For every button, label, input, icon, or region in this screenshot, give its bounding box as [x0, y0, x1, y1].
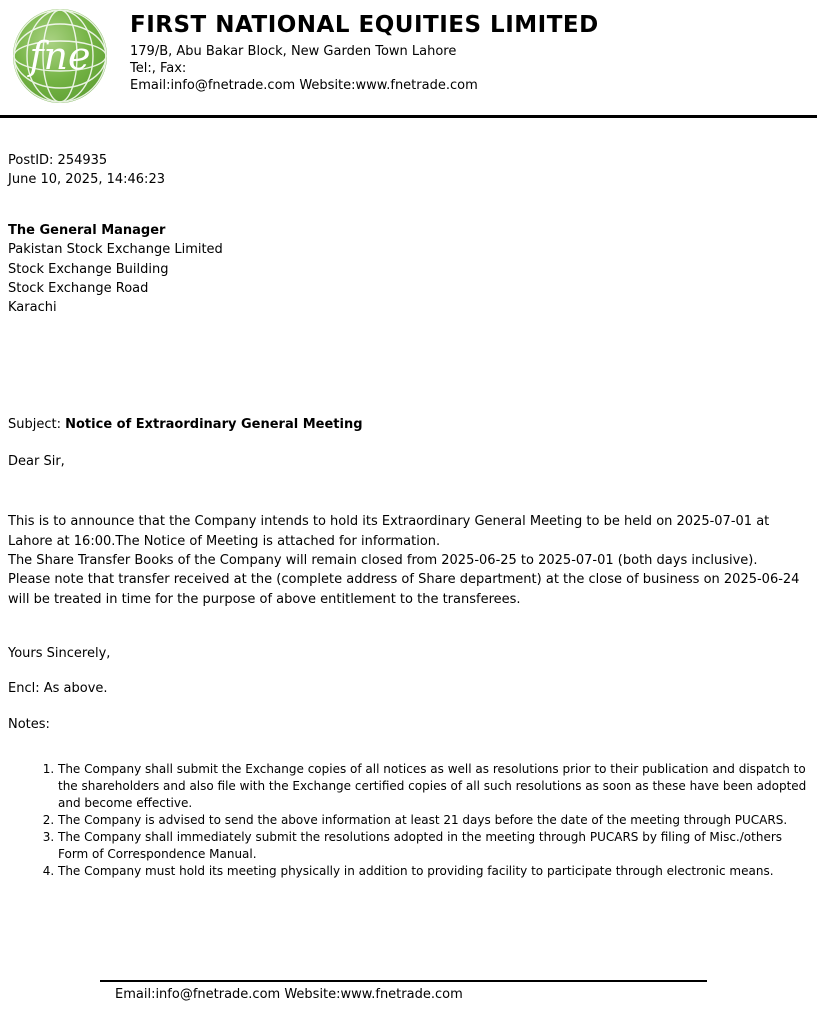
- recipient-title: The General Manager: [8, 223, 166, 238]
- enclosure: Encl: As above.: [8, 680, 108, 696]
- recipient-line: Stock Exchange Building: [8, 261, 169, 277]
- salutation: Dear Sir,: [8, 454, 65, 470]
- company-telfax: Tel:, Fax:: [130, 61, 187, 76]
- letterhead: [0, 0, 817, 115]
- logo-text: fne: [29, 34, 91, 78]
- paragraph: This is to announce that the Company intends to hold its Extraordinary General Meeting to be held on 2025-07-01 at Lahore at 16:00.The Notice of Meeting is attached for information.: [8, 514, 770, 549]
- globe-icon: [10, 8, 110, 105]
- paragraph: Please note that transfer received at the (complete address of Share department) at the close of business on 2025-06-24 will be treated in time for the purpose of above entitlement to the transferees.: [8, 572, 800, 607]
- note-item: 2. The Company is advised to send the above information at least 21 days before the date of the meeting through PUCARS.: [58, 812, 809, 829]
- company-contact: Email:info@fnetrade.com Website:www.fnetrade.com: [130, 78, 478, 93]
- post-id: PostID: 254935: [8, 153, 108, 168]
- note-item: 4. The Company must hold its meeting physically in addition to providing facility to participate through electronic means.: [58, 863, 809, 880]
- closing: Yours Sincerely,: [8, 645, 111, 661]
- recipient-line: Stock Exchange Road: [8, 280, 149, 296]
- body-paragraphs: [8, 512, 809, 608]
- recipient-block: [8, 221, 809, 317]
- note-item: 1. The Company shall submit the Exchange copies of all notices as well as resolutions prior to their publication and dispatch to the shareholders and also file with the Exchange certified copies of all such resolutions as soon as these have been adopted and become effective.: [58, 761, 809, 812]
- subject-label: Subject:: [8, 417, 61, 433]
- meta-block: [8, 151, 809, 189]
- subject-line: [8, 415, 809, 434]
- date-time: June 10, 2025, 14:46:23: [8, 172, 165, 187]
- note-item: 3. The Company shall immediately submit the resolutions adopted in the meeting through PUCARS by filing of Misc./others Form of Correspondence Manual.: [58, 829, 809, 863]
- recipient-line: Pakistan Stock Exchange Limited: [8, 242, 223, 258]
- header-divider: [0, 115, 817, 118]
- recipient-line: Karachi: [8, 300, 57, 316]
- letter-content: [0, 151, 817, 880]
- notes-list: [8, 761, 809, 880]
- footer: [0, 980, 817, 1002]
- company-address: 179/B, Abu Bakar Block, New Garden Town Lahore: [130, 44, 457, 59]
- subject-text: Notice of Extraordinary General Meeting: [65, 417, 363, 433]
- footer-divider: [100, 980, 707, 982]
- company-logo: [10, 8, 110, 105]
- paragraph: The Share Transfer Books of the Company will remain closed from 2025-06-25 to 2025-07-01 (both days inclusive).: [8, 553, 758, 569]
- letterhead-text: [130, 8, 599, 94]
- notes-label: Notes:: [8, 716, 50, 732]
- company-name: FIRST NATIONAL EQUITIES LIMITED: [130, 12, 599, 38]
- footer-contact: Email:info@fnetrade.com Website:www.fnetrade.com: [115, 987, 463, 1002]
